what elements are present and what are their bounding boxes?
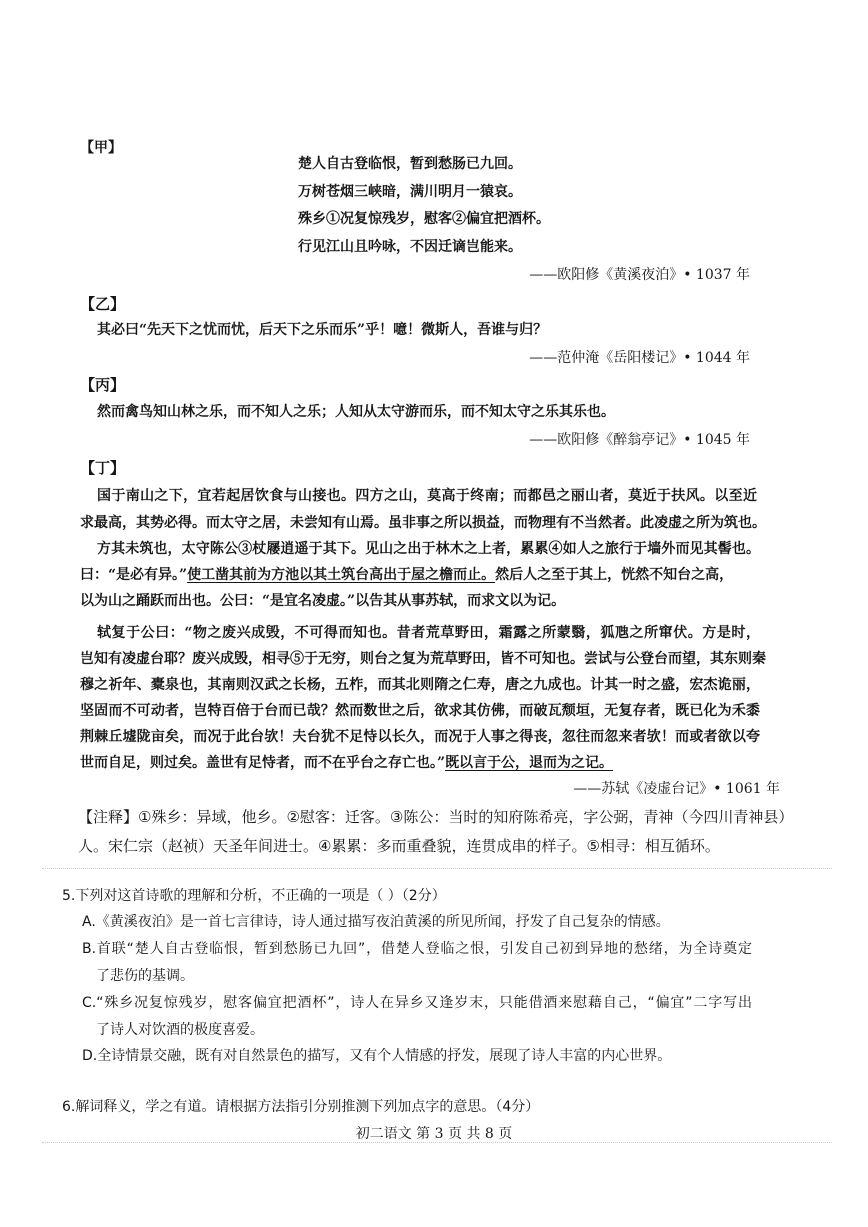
passage-line: 以为山之踊跃而出也。公曰：“是宜名凌虚。”以告其从事苏轼，而求文以为记。 [80,593,566,609]
section-label-bing: 【丙】 [80,376,126,394]
section-label-ding: 【丁】 [80,459,126,477]
source-line: ——欧阳修《黄溪夜泊》• 1037 年 [529,267,750,283]
passage-line: 方其未筑也，太守陈公③杖屦逍遥于其下。见山之出于林木之上者，累累④如人之旅行于墙外而见其髻也。 [97,541,760,557]
passage-line: 国于南山之下，宜若起居饮食与山接也。四方之山，莫高于终南；而都邑之丽山者，莫近于扶风。以至近 [97,488,757,504]
notes-line: 人。宋仁宗（赵祯）天圣年间进士。④累累：多而重叠貌，连贯成串的样子。⑤相寻：相互循环。 [78,837,720,855]
passage-text: 曰：“是必有异。” [80,567,188,583]
passage-line: 坚固而不可动者，岂特百倍于台而已哉？然而数世之后，欲求其仿佛，而破瓦颓垣，无复存者，既已化为禾黍 [80,703,760,719]
source-line: ——苏轼《凌虚台记》• 1061 年 [573,781,780,797]
underlined-sentence: 既以言于公，退而为之记。 [445,755,614,771]
section-label-yi: 【乙】 [80,295,126,313]
notes-line: 【注释】①殊乡：异域，他乡。②慰客：迁客。③陈公：当时的知府陈希亮，字公弼，青神（今四川青神县） [78,808,794,826]
question-5-stem: 5.下列对这首诗歌的理解和分析，不正确的一项是（ ）（2分） [62,888,446,904]
page-footer: 初二语文 第 3 页 共 8 页 [355,1126,513,1142]
divider [42,868,832,869]
poem-line: 殊乡①况复惊残岁，慰客②偏宜把酒杯。 [298,211,550,227]
option-b: B.首联“楚人自古登临恨，暂到愁肠已九回”，借楚人登临之恨，引发自己初到异地的愁绪，为全诗奠定 [82,941,752,957]
question-6-stem: 6.解词释义，学之有道。请根据方法指引分别推测下列加点字的意思。（4分） [62,1099,540,1115]
passage-line: 岂知有凌虚台耶？废兴成毁，相寻⑤于无穷，则台之复为荒草野田，皆不可知也。尝试与公登台而望，其东则秦 [80,651,766,667]
option-b-continued: 了悲伤的基调。 [96,968,194,984]
passage-line: 其必曰“先天下之忧而忧，后天下之乐而乐”乎！噫！微斯人，吾谁与归？ [97,322,548,338]
passage-text: 世而自足，则过矣。盖世有足恃者，而不在乎台之存亡也。” [80,755,446,771]
passage-line [80,566,733,584]
option-c: C.“殊乡况复惊残岁，慰客偏宜把酒杯”，诗人在异乡又逢岁末，只能借酒来慰藉自己，“偏宜”二字写出 [82,995,752,1011]
passage-line [80,754,613,772]
passage-line: 求最高，其势必得。而太守之居，未尝知有山焉。虽非事之所以损益，而物理有不当然者。此凌虚之所为筑也。 [80,515,766,531]
poem-line: 万树苍烟三峡暗，满川明月一猿哀。 [298,184,522,200]
option-d: D.全诗情景交融，既有对自然景色的描写，又有个人情感的抒发，展现了诗人丰富的内心世界。 [82,1048,672,1064]
source-line: ——欧阳修《醉翁亭记》• 1045 年 [529,432,750,448]
passage-line: 荆棘丘墟陇亩矣，而况于此台欤！夫台犹不足恃以长久，而况于人事之得丧，忽往而忽来者欤！而或者欲以夸 [80,729,760,745]
passage-line: 轼复于公曰：“物之废兴成毁，不可得而知也。昔者荒草野田，霜露之所蒙翳，狐虺之所窜伏。方是时， [97,625,760,641]
section-label-jia: 【甲】 [80,140,122,156]
passage-line: 穆之祈年、橐泉也，其南则汉武之长杨，五柞，而其北则隋之仁寿，唐之九成也。计其一时之盛，宏杰诡丽， [80,677,760,693]
source-line: ——范仲淹《岳阳楼记》• 1044 年 [529,350,750,366]
option-a: A.《黄溪夜泊》是一首七言律诗，诗人通过描写夜泊黄溪的所见所闻，抒发了自己复杂的情感。 [82,914,670,930]
poem-line: 楚人自古登临恨，暂到愁肠已九回。 [298,156,522,172]
poem-line: 行见江山且吟咏，不因迁谪岂能来。 [298,239,522,255]
passage-line: 然而禽鸟知山林之乐，而不知人之乐；人知从太守游而乐，而不知太守之乐其乐也。 [97,404,615,420]
passage-text: 然后人之至于其上，恍然不知台之高， [495,567,734,583]
option-c-continued: 了诗人对饮酒的极度喜爱。 [96,1022,264,1038]
underlined-sentence: 使工凿其前为方池以其土筑台高出于屋之檐而止。 [187,567,496,583]
